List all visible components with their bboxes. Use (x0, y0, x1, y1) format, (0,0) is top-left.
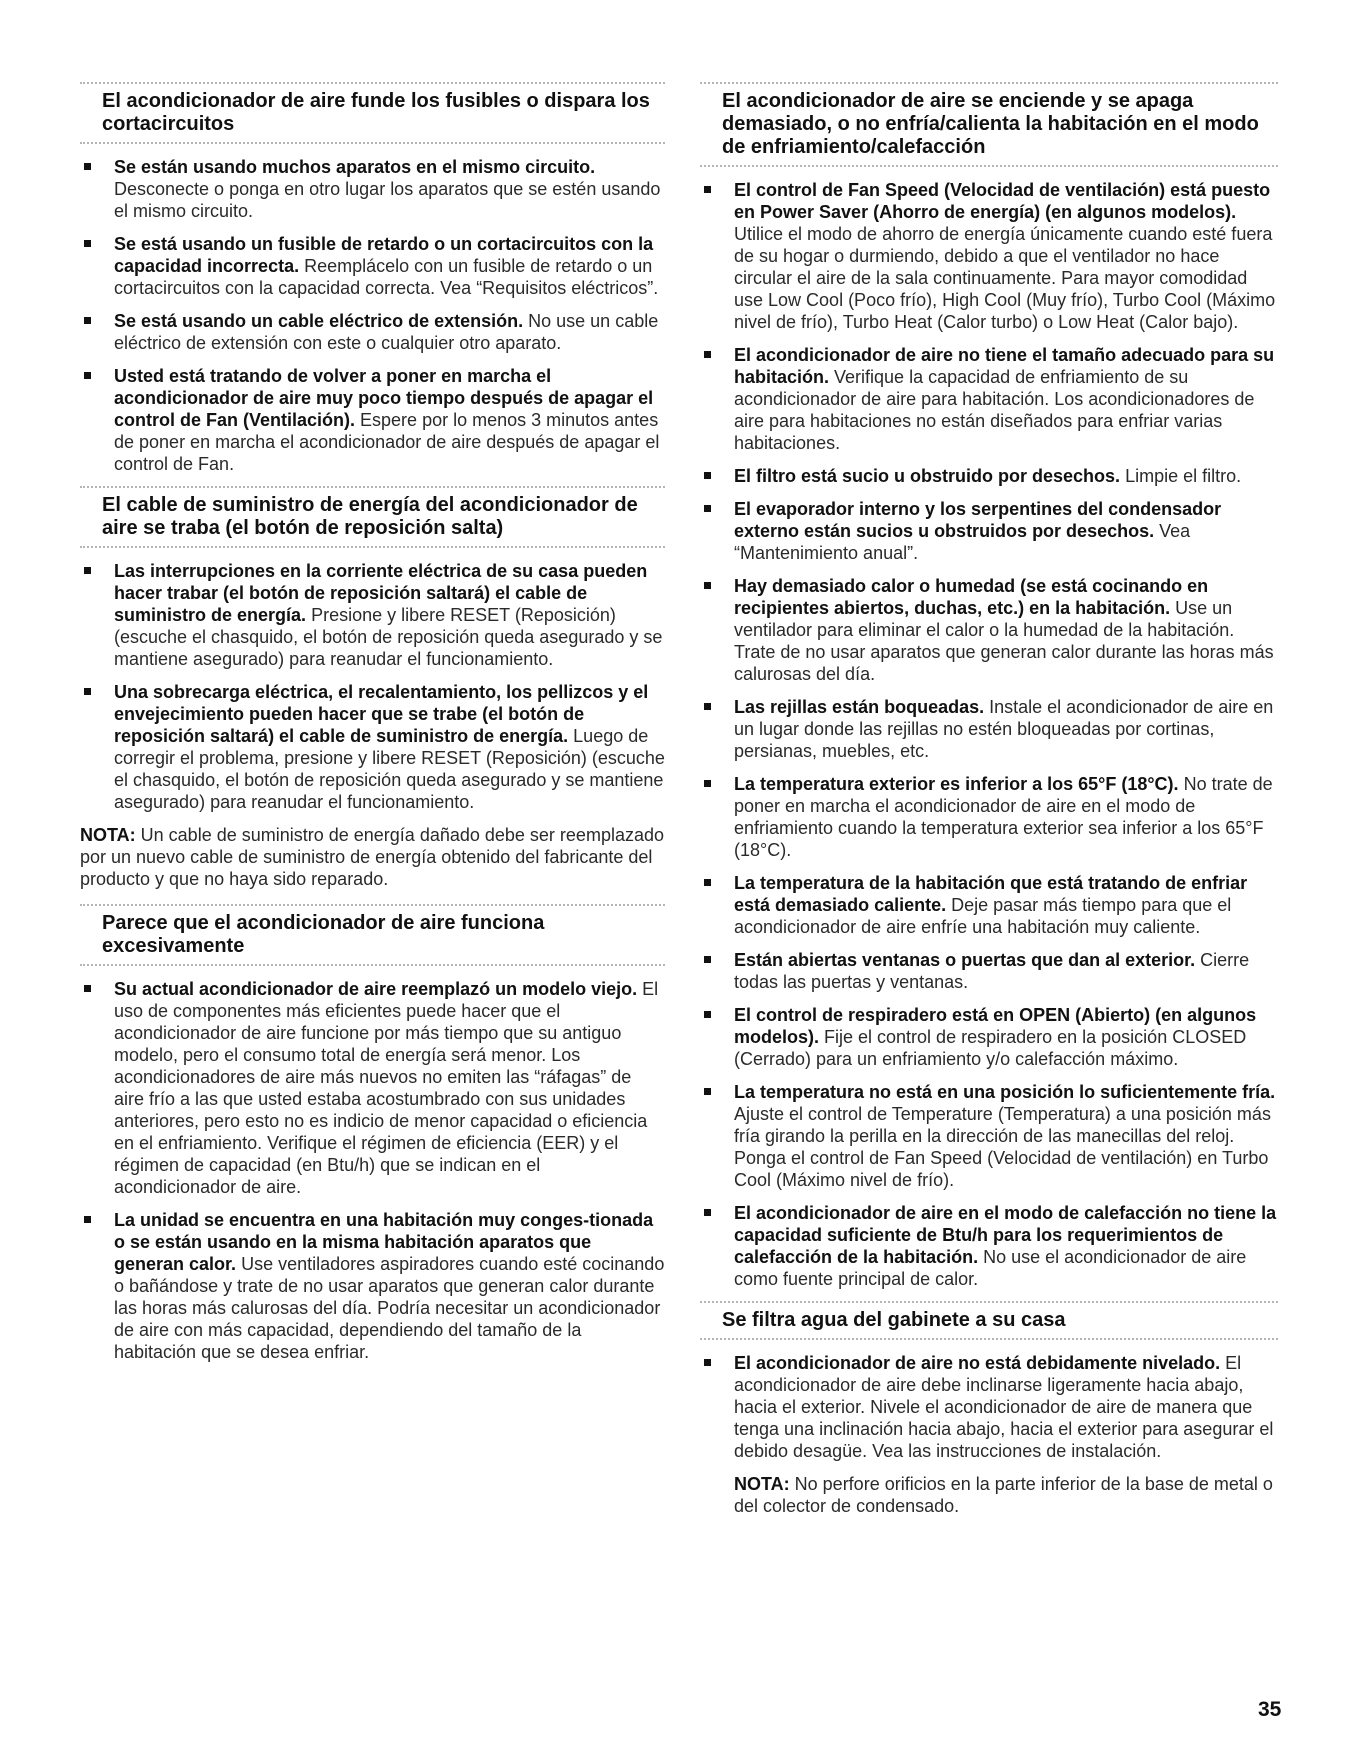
divider (700, 165, 1278, 167)
item-heading: Se están usando muchos aparatos en el mismo circuito. (114, 157, 596, 177)
divider (80, 546, 665, 548)
note-text: No perfore orificios en la parte inferior de la base de metal o del colector de condensado. (734, 1474, 1273, 1516)
list-item (700, 696, 1278, 762)
section-heading: Se filtra agua del gabinete a su casa (722, 1309, 1066, 1331)
page-number: 35 (1258, 1698, 1282, 1721)
square-bullet-icon (704, 780, 711, 787)
section-power-cord (80, 486, 665, 890)
divider (80, 142, 665, 144)
section-fuses (80, 82, 665, 475)
right-column (700, 82, 1278, 1531)
item-heading: La temperatura no está en una posición lo suficientemente fría. (734, 1082, 1276, 1102)
note-label: NOTA: (80, 825, 136, 845)
square-bullet-icon (704, 879, 711, 886)
item-heading: Se está usando un fusible de retardo o un cortacircuitos con la capacidad incorrecta. (114, 234, 654, 276)
item-heading: Las rejillas están boqueadas. (734, 697, 985, 717)
section-heading: El acondicionador de aire se enciende y se apaga demasiado, o no enfría/calienta la habitación en el modo de enfriamiento/calefacción (722, 90, 1259, 158)
section-heading: El acondicionador de aire funde los fusibles o dispara los cortacircuitos (102, 90, 650, 135)
section-runs-too-much (80, 904, 665, 1363)
item-text: El uso de componentes más eficientes puede hacer que el acondicionador de aire funcione por más tiempo que su antiguo modelo, pero el consumo total de energía será menor. Los acondicionadores de aire más nuevos no emiten las “ráfagas” de aire frío a las que usted estaba acostumbrado con sus unidades anteriores, pero esto no es indicio de menor capacidad o eficiencia en el enfriamiento. Verifique el régimen de eficiencia (EER) y el régimen de capacidad (en Btu/h) que se indican en el acondicionador de aire. (114, 979, 659, 1197)
item-text: Presione y libere RESET (Reposición) (escuche el chasquido, el botón de reposición queda asegurado y se mantiene asegurado) para reanudar el funcionamiento. (114, 605, 663, 669)
item-text: Limpie el filtro. (1120, 466, 1242, 486)
section-heading: El cable de suministro de energía del acondicionador de aire se traba (el botón de reposición salta) (102, 494, 638, 539)
section-water-leak (700, 1301, 1278, 1517)
list-item (700, 1202, 1278, 1290)
item-text: No use un cable eléctrico de extensión con este o cualquier otro aparato. (114, 311, 659, 353)
item-heading: El acondicionador de aire no tiene el tamaño adecuado para su habitación. (734, 345, 1275, 387)
item-text: Espere por lo menos 3 minutos antes de poner en marcha el acondicionador de aire después de apagar el control de Fan. (114, 410, 660, 474)
square-bullet-icon (704, 1011, 711, 1018)
list-item (700, 1352, 1278, 1462)
item-text: Cierre todas las puertas y ventanas. (734, 950, 1250, 992)
square-bullet-icon (84, 163, 91, 170)
item-heading: El acondicionador de aire en el modo de calefacción no tiene la capacidad suficiente de Btu/h para los requerimientos de calefacción de la habitación. (734, 1203, 1277, 1267)
list-item (700, 773, 1278, 861)
item-heading: El control de Fan Speed (Velocidad de ventilación) está puesto en Power Saver (Ahorro de energía) (en algunos modelos). (734, 180, 1271, 222)
list-item (700, 872, 1278, 938)
item-text: Use ventiladores aspiradores cuando esté cocinando o bañándose y trate de no usar aparatos que generan calor durante las horas más calurosas del día. Podría necesitar un acondicionador de aire con más capacidad, dependiendo del tamaño de la habitación que se desea enfriar. (114, 1254, 665, 1362)
item-heading: El acondicionador de aire no está debidamente nivelado. (734, 1353, 1221, 1373)
list-item (80, 560, 665, 670)
square-bullet-icon (704, 1088, 711, 1095)
bullet-list (80, 156, 665, 475)
list-item (80, 310, 665, 354)
square-bullet-icon (704, 472, 711, 479)
divider (80, 964, 665, 966)
note (80, 824, 665, 890)
bullet-list (80, 978, 665, 1363)
item-text: Deje pasar más tiempo para que el acondicionador de aire enfríe una habitación muy caliente. (734, 895, 1232, 937)
list-item (700, 1004, 1278, 1070)
list-item (700, 344, 1278, 454)
square-bullet-icon (704, 1209, 711, 1216)
item-heading: Una sobrecarga eléctrica, el recalentamiento, los pellizcos y el envejecimiento pueden hacer que se trabe (el botón de reposición saltará) el cable de suministro de energía. (114, 682, 649, 746)
item-heading: Las interrupciones en la corriente eléctrica de su casa pueden hacer trabar (el botón de reposición saltará) el cable de suministro de energía. (114, 561, 648, 625)
item-text: No trate de poner en marcha el acondicionador de aire en el modo de enfriamiento cuando la temperatura exterior sea inferior a los 65°F (18°C). (734, 774, 1273, 860)
item-heading: La temperatura exterior es inferior a los 65°F (18°C). (734, 774, 1179, 794)
list-item (700, 465, 1278, 487)
item-heading: El filtro está sucio u obstruido por desechos. (734, 466, 1121, 486)
square-bullet-icon (84, 688, 91, 695)
list-item (700, 575, 1278, 685)
divider (700, 1338, 1278, 1340)
square-bullet-icon (84, 567, 91, 574)
list-item (700, 179, 1278, 333)
square-bullet-icon (704, 956, 711, 963)
item-heading: Están abiertas ventanas o puertas que dan al exterior. (734, 950, 1196, 970)
square-bullet-icon (84, 240, 91, 247)
item-heading: La temperatura de la habitación que está tratando de enfriar está demasiado caliente. (734, 873, 1248, 915)
square-bullet-icon (84, 1216, 91, 1223)
list-item (80, 681, 665, 813)
square-bullet-icon (704, 186, 711, 193)
square-bullet-icon (704, 582, 711, 589)
item-heading: Se está usando un cable eléctrico de extensión. (114, 311, 524, 331)
item-heading: El evaporador interno y los serpentines del condensador externo están sucios u obstruidos por desechos. (734, 499, 1222, 541)
list-item (80, 978, 665, 1198)
item-text: Utilice el modo de ahorro de energía únicamente cuando esté fuera de su hogar o durmiendo, debido a que el ventilador no hace circular el aire de la sala continuamente. Para mayor comodidad use Low Cool (Poco frío), High Cool (Muy frío), Turbo Cool (Máximo nivel de frío), Turbo Heat (Calor turbo) o Low Heat (Calor bajo). (734, 224, 1276, 332)
item-heading: El control de respiradero está en OPEN (Abierto) (en algunos modelos). (734, 1005, 1257, 1047)
square-bullet-icon (704, 505, 711, 512)
item-text: El acondicionador de aire debe inclinarse ligeramente hacia abajo, hacia el exterior. Nivele el acondicionador de aire de manera que tenga una inclinación hacia abajo, hacia el exterior para asegurar el debido desagüe. Vea las instrucciones de instalación. (734, 1353, 1274, 1461)
item-text: Use un ventilador para eliminar el calor o la humedad de la habitación. Trate de no usar aparatos que generan calor durante las horas más calurosas del día. (734, 598, 1274, 684)
square-bullet-icon (704, 1359, 711, 1366)
list-item (80, 365, 665, 475)
square-bullet-icon (704, 351, 711, 358)
list-item (700, 949, 1278, 993)
item-heading: La unidad se encuentra en una habitación muy conges-tionada o se están usando en la misma habitación aparatos que generan calor. (114, 1210, 654, 1274)
bullet-list (700, 179, 1278, 1290)
list-item (80, 1209, 665, 1363)
left-column (80, 82, 665, 1374)
bullet-list (80, 560, 665, 813)
square-bullet-icon (84, 985, 91, 992)
item-text: Desconecte o ponga en otro lugar los aparatos que se estén usando el mismo circuito. (114, 179, 661, 221)
note (700, 1473, 1278, 1517)
item-text: Fije el control de respiradero en la posición CLOSED (Cerrado) para un enfriamiento y/o calefacción máximo. (734, 1027, 1247, 1069)
list-item (700, 498, 1278, 564)
item-heading: Hay demasiado calor o humedad (se está cocinando en recipientes abiertos, duchas, etc.) en la habitación. (734, 576, 1209, 618)
item-text: Luego de corregir el problema, presione y libere RESET (Reposición) (escuche el chasquido, el botón de reposición queda asegurado y se mantiene asegurado) para reanudar el funcionamiento. (114, 726, 665, 812)
item-text: Vea “Mantenimiento anual”. (734, 521, 1191, 563)
list-item (700, 1081, 1278, 1191)
bullet-list (700, 1352, 1278, 1462)
item-text: Reemplácelo con un fusible de retardo o un cortacircuitos con la capacidad correcta. Vea “Requisitos eléctricos”. (114, 256, 659, 298)
note-text: Un cable de suministro de energía dañado debe ser reemplazado por un nuevo cable de suministro de energía obtenido del fabricante del producto y que no haya sido reparado. (80, 825, 664, 889)
item-text: Verifique la capacidad de enfriamiento de su acondicionador de aire para habitación. Los acondicionadores de aire para habitaciones no están diseñados para enfriar varias habitaciones. (734, 367, 1255, 453)
item-heading: Su actual acondicionador de aire reemplazó un modelo viejo. (114, 979, 638, 999)
item-heading: Usted está tratando de volver a poner en marcha el acondicionador de aire muy poco tiempo después de apagar el control de Fan (Ventilación). (114, 366, 654, 430)
square-bullet-icon (84, 317, 91, 324)
list-item (80, 156, 665, 222)
section-cycles-on-off (700, 82, 1278, 1290)
item-text: No use el acondicionador de aire como fuente principal de calor. (734, 1247, 1247, 1289)
item-text: Instale el acondicionador de aire en un lugar donde las rejillas no estén bloqueadas por cortinas, persianas, muebles, etc. (734, 697, 1274, 761)
list-item (80, 233, 665, 299)
square-bullet-icon (704, 703, 711, 710)
section-heading: Parece que el acondicionador de aire funciona excesivamente (102, 912, 545, 957)
square-bullet-icon (84, 372, 91, 379)
note-label: NOTA: (734, 1474, 790, 1494)
item-text: Ajuste el control de Temperature (Temperatura) a una posición más fría girando la perilla en la dirección de las manecillas del reloj. Ponga el control de Fan Speed (Velocidad de ventilación) en Turbo Cool (Máximo nivel de frío). (734, 1104, 1271, 1190)
